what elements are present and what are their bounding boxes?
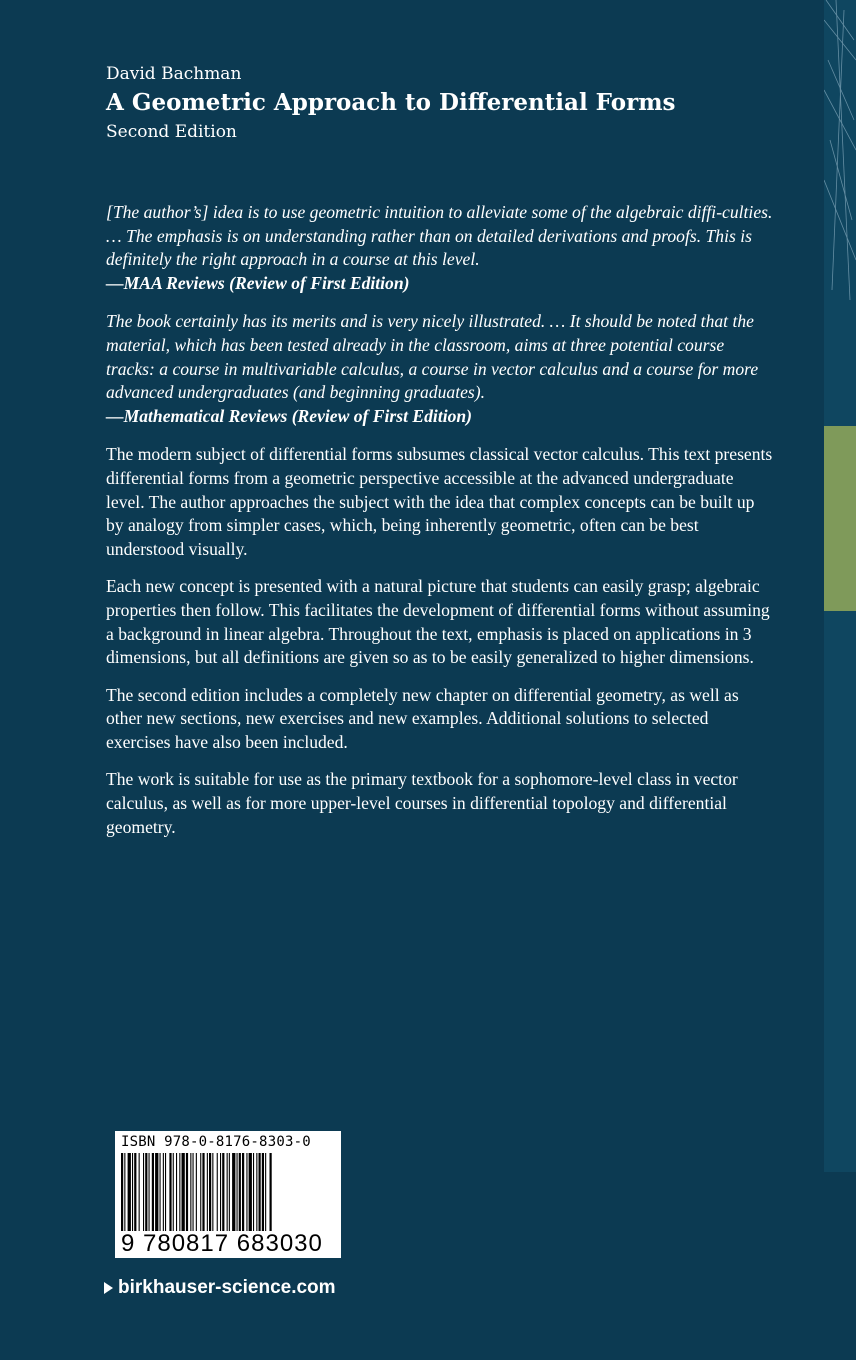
barcode-bar [256,1153,257,1231]
review-text: [The author’s] idea is to use geometric intuition to alleviate some of the algebraic diffi-culties. … The emphasis is on understanding rather than on detailed derivations and proofs. This is definitely the right approach in a course at this level. [106,202,773,270]
barcode-bar [143,1153,144,1231]
barcode-bar [249,1153,252,1231]
barcode-bar [163,1153,164,1231]
barcode-bar [237,1153,238,1231]
barcode-bar [265,1153,266,1231]
review-text: The book certainly has its merits and is very nicely illustrated. … It should be noted that the material, which has been tested already in the classroom, aims at three potential course tracks: a course in multivariable calculus, a course in vector calculus and a course for more advanced undergraduates (and beginning graduates). [106,311,759,403]
barcode-bar [193,1153,194,1231]
barcode-bar [227,1153,228,1231]
barcode-bar [202,1153,204,1231]
barcode-bar [169,1153,171,1231]
barcode-bar [217,1153,218,1231]
barcode-bars [121,1153,335,1231]
ean-digits: 9 780817 683030 [121,1230,323,1257]
description-paragraph: The second edition includes a completely new chapter on differential geometry, as well as other new sections, new exercises and new examples. Additional solutions to selected exercises have also been included. [106,684,739,752]
barcode-bar [253,1153,254,1231]
barcode-bar [128,1153,131,1231]
barcode-bar [242,1153,244,1231]
barcode-bar [200,1153,201,1231]
barcode-bar [165,1153,166,1231]
isbn-label: ISBN 978-0-8176-8303-0 [121,1134,311,1150]
barcode-bar [152,1153,154,1231]
barcode-bar [134,1153,136,1231]
cover-art-lines [824,0,856,300]
barcode-bar [145,1153,147,1231]
barcode-bar [186,1153,188,1231]
barcode-bar [232,1153,235,1231]
book-title: A Geometric Approach to Differential Forms [106,89,676,116]
barcode-bar [173,1153,174,1231]
review-quote [106,310,776,428]
spine-green-band [824,426,856,611]
review-quote [106,201,776,295]
review-source: —Mathematical Reviews (Review of First Edition) [106,405,473,426]
barcode-bar [270,1153,272,1231]
barcode-bar [222,1153,224,1231]
author-name: David Bachman [106,64,242,84]
description-paragraph: The work is suitable for use as the primary textbook for a sophomore-level class in vector calculus, as well as for more upper-level courses in differential topology and differential geometry. [106,769,738,837]
isbn-barcode [115,1131,341,1258]
review-source: —MAA Reviews (Review of First Edition) [106,272,410,293]
barcode-bar [229,1153,230,1231]
barcode-bar [160,1153,161,1231]
barcode-bar [176,1153,177,1231]
website-url: birkhauser-science.com [118,1277,336,1298]
cover-header [106,62,796,145]
barcode-bar [220,1153,221,1231]
spine-bottom [824,1172,856,1360]
barcode-bar [246,1153,247,1231]
barcode-bar [196,1153,197,1231]
arrow-right-icon [104,1282,113,1294]
barcode-bar [262,1153,264,1231]
barcode-bar [132,1153,133,1231]
barcode-bar [155,1153,158,1231]
barcode-bar [209,1153,211,1231]
barcode-bar [124,1153,125,1231]
barcode-bar [239,1153,241,1231]
publisher-website[interactable] [104,1276,336,1300]
barcode-bar [179,1153,180,1231]
edition-label: Second Edition [106,122,237,142]
barcode-bar [149,1153,150,1231]
barcode-bar [190,1153,191,1231]
barcode-bar [182,1153,185,1231]
barcode-bar [212,1153,213,1231]
barcode-bar [207,1153,208,1231]
barcode-bar [139,1153,140,1231]
barcode-bar [259,1153,261,1231]
description-paragraph: Each new concept is presented with a natural picture that students can easily grasp; algebraic properties then follow. This facilitates the development of differential forms without assuming a background in linear algebra. Throughout the text, emphasis is placed on applications in 3 dimensions, but all definitions are given so as to be easily generalized to higher dimensions. [106,576,770,668]
barcode-bar [121,1153,123,1231]
back-cover-text [106,201,776,853]
description-paragraph: The modern subject of differential forms subsumes classical vector calculus. This text presents differential forms from a geometric perspective accessible at the advanced undergraduate level. The author approaches the subject with the idea that complex concepts can be built up by analogy from simpler cases, which, being inherently geometric, often can be best understood visually. [106,444,773,559]
